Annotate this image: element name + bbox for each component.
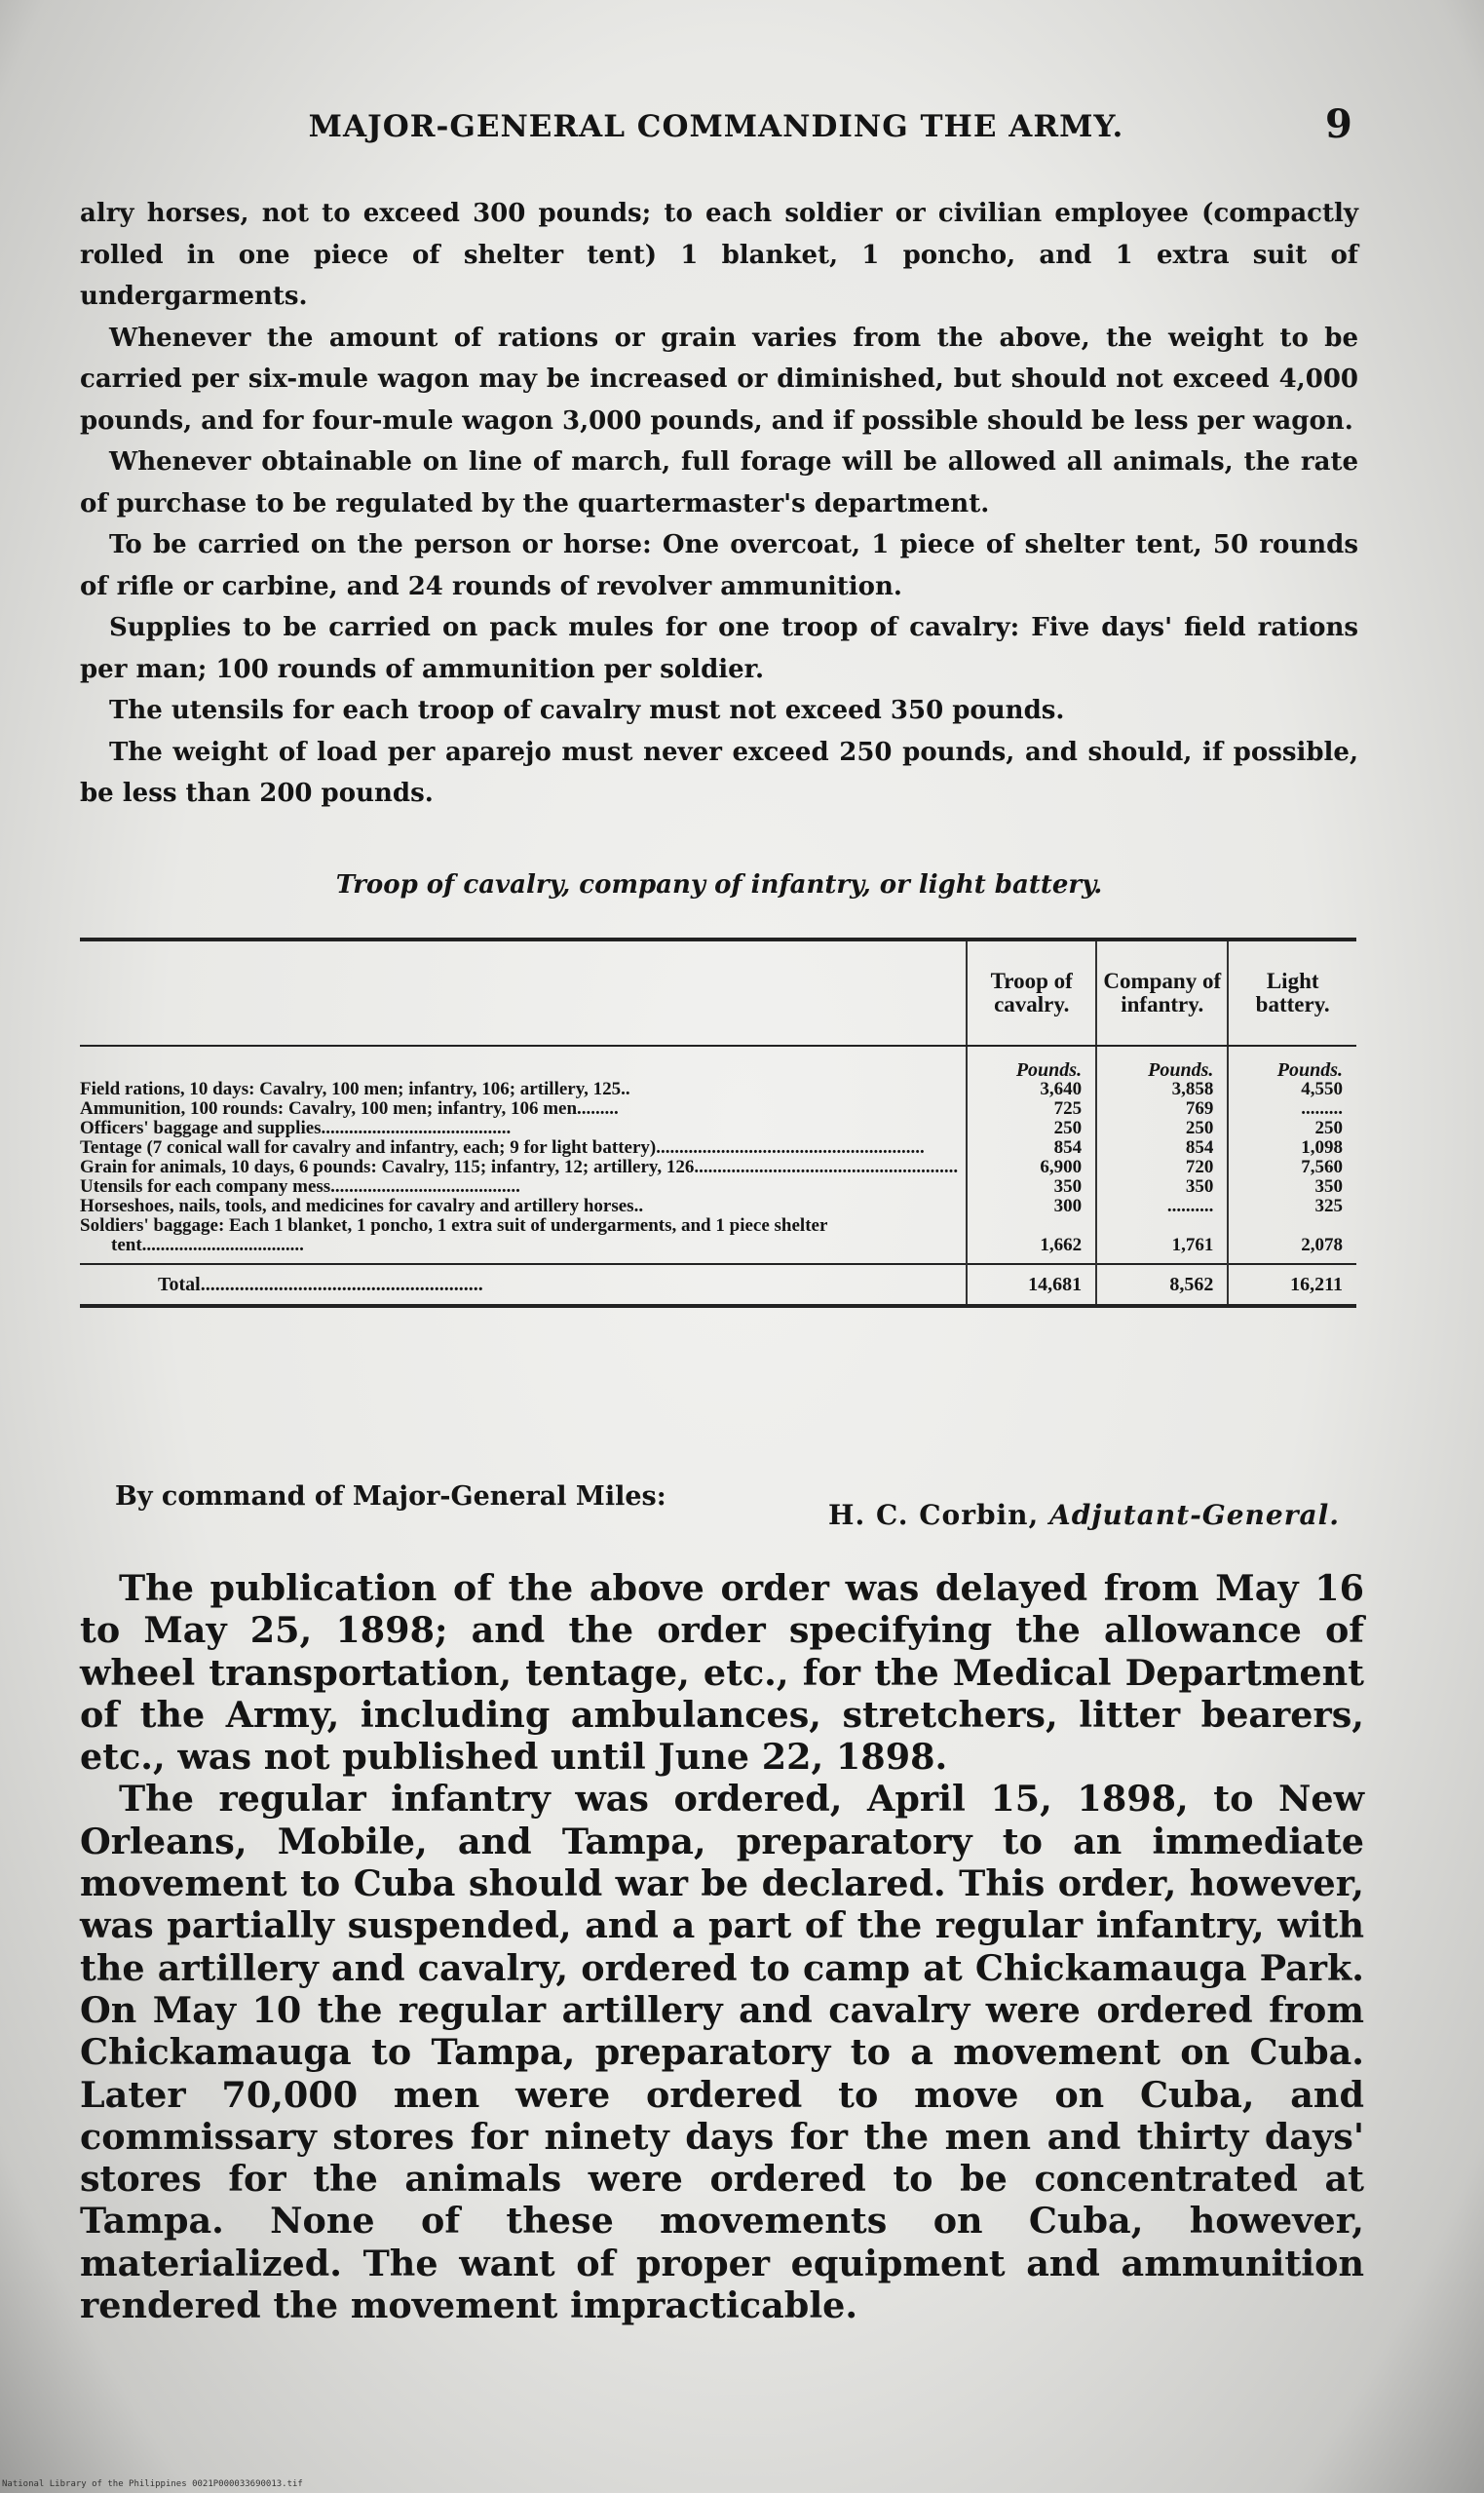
row-label: Tentage (7 conical wall for cavalry and infantry, each; 9 for light battery).......................................................... bbox=[80, 1137, 925, 1158]
total-row bbox=[80, 1264, 1356, 1306]
cell-value: 769 bbox=[1096, 1099, 1228, 1119]
cell-value: 1,662 bbox=[967, 1216, 1096, 1264]
row-label: Field rations, 10 days: Cavalry, 100 men; infantry, 106; artillery, 125.. bbox=[80, 1079, 630, 1099]
cell-value: 250 bbox=[1096, 1119, 1228, 1138]
weights-table bbox=[80, 938, 1356, 1308]
cell-value: 6,900 bbox=[967, 1158, 1096, 1177]
cell-value: 854 bbox=[967, 1138, 1096, 1158]
paragraph: To be carried on the person or horse: One overcoat, 1 piece of shelter tent, 50 rounds of rifle or carbine, and 24 rounds of revolver ammunition. bbox=[80, 530, 1358, 601]
unit-label: Pounds. bbox=[1228, 1046, 1356, 1080]
cell-value: 1,098 bbox=[1228, 1138, 1356, 1158]
cell-value: 725 bbox=[967, 1099, 1096, 1119]
cell-value: 2,078 bbox=[1228, 1216, 1356, 1264]
paragraph: The weight of load per aparejo must never exceed 250 pounds, and should, if possible, be less than 200 pounds. bbox=[80, 737, 1358, 808]
cell-value: 350 bbox=[967, 1177, 1096, 1197]
paragraph: The utensils for each troop of cavalry must not exceed 350 pounds. bbox=[109, 696, 1065, 725]
total-value: 16,211 bbox=[1228, 1264, 1356, 1306]
cell-value: 720 bbox=[1096, 1158, 1228, 1177]
order-text bbox=[80, 193, 1358, 815]
row-label: Grain for animals, 10 days, 6 pounds: Cavalry, 115; infantry, 12; artillery, 126......................................................... bbox=[80, 1157, 959, 1177]
table-row bbox=[80, 1158, 1356, 1177]
header-blank bbox=[80, 940, 967, 1046]
row-label: Ammunition, 100 rounds: Cavalry, 100 men; infantry, 106 men......... bbox=[80, 1098, 619, 1119]
table-row bbox=[80, 1216, 1356, 1264]
cell-value: 7,560 bbox=[1228, 1158, 1356, 1177]
row-label: Officers' baggage and supplies......................................... bbox=[80, 1118, 512, 1138]
row-label: Utensils for each company mess......................................... bbox=[80, 1176, 520, 1197]
table-row bbox=[80, 1099, 1356, 1119]
header-company-of-infantry: Company of infantry. bbox=[1096, 940, 1228, 1046]
total-value: 8,562 bbox=[1096, 1264, 1228, 1306]
total-value: 14,681 bbox=[967, 1264, 1096, 1306]
paragraph: Whenever obtainable on line of march, full forage will be allowed all animals, the rate of purchase to be regulated by the quartermaster's department. bbox=[80, 447, 1358, 518]
table-row bbox=[80, 1177, 1356, 1197]
paragraph: The publication of the above order was delayed from May 16 to May 25, 1898; and the order specifying the allowance of wheel transportation, tentage, etc., for the Medical Department of the Army, including ambulances, stretchers, litter bearers, etc., was not published until June 22, 1898. bbox=[80, 1567, 1364, 1779]
page-number: 9 bbox=[1325, 101, 1352, 147]
signatory-name: H. C. Corbin, bbox=[828, 1499, 1040, 1531]
cell-value: .......... bbox=[1096, 1197, 1228, 1216]
header-troop-of-cavalry: Troop of cavalry. bbox=[967, 940, 1096, 1046]
signatory-title: Adjutant-General. bbox=[1049, 1499, 1340, 1531]
paragraph: The regular infantry was ordered, April 15, 1898, to New Orleans, Mobile, and Tampa, preparatory to an immediate movement to Cuba should war be declared. This order, however, was partially suspended, and a part of the regular infantry, with the artillery and cavalry, ordered to camp at Chickamauga Park. On May 10 the regular artillery and cavalry were ordered from Chickamauga to Tampa, preparatory to a movement on Cuba. Later 70,000 men were ordered to move on Cuba, and commissary stores for ninety days for the men and thirty days' stores for the animals were ordered to be concentrated at Tampa. None of these movements on Cuba, however, materialized. The want of proper equipment and ammunition rendered the movement impracticable. bbox=[80, 1778, 1364, 2327]
unit-label: Pounds. bbox=[1096, 1046, 1228, 1080]
row-label: Soldiers' baggage: Each 1 blanket, 1 poncho, 1 extra suit of undergarments, and 1 piece shelter tent................................... bbox=[80, 1215, 828, 1255]
paragraph: Whenever the amount of rations or grain varies from the above, the weight to be carried per six-mule wagon may be increased or diminished, but should not exceed 4,000 pounds, and for four-mule wagon 3,000 pounds, and if possible should be less per wagon. bbox=[80, 323, 1358, 436]
cell-value: 350 bbox=[1228, 1177, 1356, 1197]
table-row bbox=[80, 1119, 1356, 1138]
table-row bbox=[80, 1138, 1356, 1158]
cell-value: 854 bbox=[1096, 1138, 1228, 1158]
paragraph: Supplies to be carried on pack mules for one troop of cavalry: Five days' field rations per man; 100 rounds of ammunition per soldier. bbox=[80, 613, 1358, 684]
cell-value: 3,640 bbox=[967, 1080, 1096, 1099]
total-label: Total.......................................................... bbox=[80, 1264, 967, 1306]
paragraph: alry horses, not to exceed 300 pounds; to each soldier or civilian employee (compactly rolled in one piece of shelter tent) 1 blanket, 1 poncho, and 1 extra suit of undergarments. bbox=[80, 199, 1358, 311]
narrative-text bbox=[80, 1567, 1364, 2326]
cell-value: 4,550 bbox=[1228, 1080, 1356, 1099]
table-caption: Troop of cavalry, company of infantry, or light battery. bbox=[335, 870, 1103, 900]
units-row bbox=[80, 1046, 1356, 1080]
cell-value: 300 bbox=[967, 1197, 1096, 1216]
signature-block bbox=[828, 1499, 1340, 1531]
table-row bbox=[80, 1080, 1356, 1099]
cell-value: 3,858 bbox=[1096, 1080, 1228, 1099]
running-header: MAJOR-GENERAL COMMANDING THE ARMY. bbox=[308, 109, 1124, 144]
cell-value: 325 bbox=[1228, 1197, 1356, 1216]
cell-value: 250 bbox=[1228, 1119, 1356, 1138]
unit-label: Pounds. bbox=[967, 1046, 1096, 1080]
cell-value: 350 bbox=[1096, 1177, 1228, 1197]
scan-footer: National Library of the Philippines 0021P000033690013.tif bbox=[2, 2479, 303, 2489]
command-line: By command of Major-General Miles: bbox=[115, 1481, 666, 1512]
table-header-row bbox=[80, 940, 1356, 1046]
row-label: Horseshoes, nails, tools, and medicines for cavalry and artillery horses.. bbox=[80, 1196, 644, 1216]
cell-value: ......... bbox=[1228, 1099, 1356, 1119]
cell-value: 1,761 bbox=[1096, 1216, 1228, 1264]
header-light-battery: Light battery. bbox=[1228, 940, 1356, 1046]
cell-value: 250 bbox=[967, 1119, 1096, 1138]
table-row bbox=[80, 1197, 1356, 1216]
